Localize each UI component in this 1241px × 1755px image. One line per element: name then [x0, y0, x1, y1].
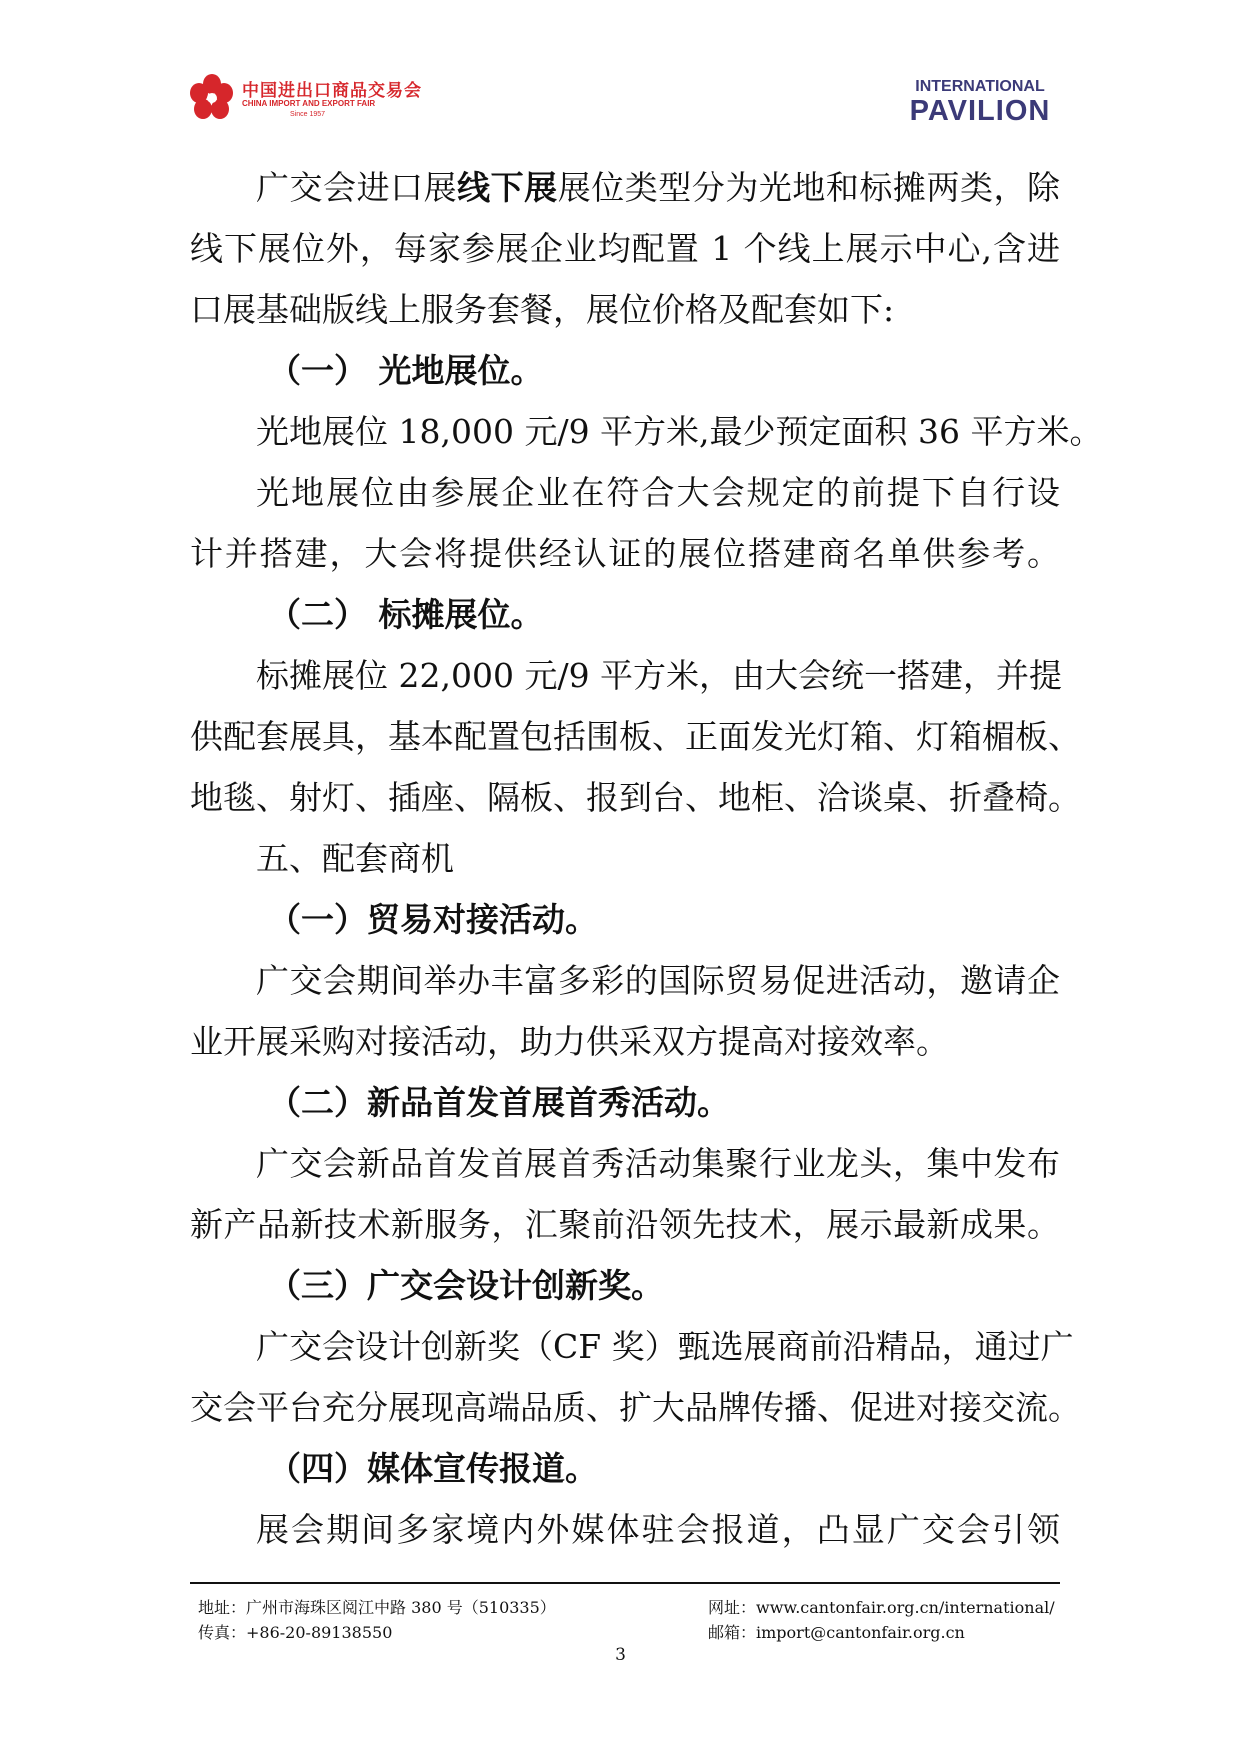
text-run: 广交会设计创新奖（CF 奖）甄选展商前沿精品，通过广 — [256, 1327, 1074, 1366]
logo-en-text: CHINA IMPORT AND EXPORT FAIR — [242, 99, 376, 108]
body-text-line — [190, 532, 1060, 593]
text-run: 光地展位由参展企业在符合大会规定的前提下自行设 — [256, 473, 1060, 512]
text-run: 广交会进口展 — [256, 168, 458, 207]
text-run: 地毯、射灯、插座、隔板、报到台、地柜、洽谈桌、折叠椅。 — [190, 778, 1081, 817]
text-run: 线下展位外，每家参展企业均配置 1 个线上展示中心,含进 — [190, 229, 1060, 268]
body-text-line — [190, 1203, 1060, 1264]
canton-fair-logo — [190, 72, 422, 124]
logo-line2: PAVILION — [909, 95, 1051, 127]
text-run: （二） 标摊展位。 — [268, 595, 544, 634]
body-text-line — [190, 776, 1081, 837]
bauhinia-flower-icon — [190, 74, 234, 120]
body-text-line — [190, 1142, 1060, 1203]
body-text-line — [190, 227, 1060, 288]
section-heading — [190, 1447, 1060, 1508]
body-text-line — [190, 288, 1060, 349]
text-run: 光地展位 18,000 元/9 平方米,最少预定面积 36 平方米。 — [256, 412, 1103, 451]
footer-address: 地址：广州市海珠区阅江中路 380 号（510335） — [198, 1598, 556, 1617]
text-run: 标摊展位 22,000 元/9 平方米，由大会统一搭建，并提 — [256, 656, 1063, 695]
body-text-line — [190, 654, 1063, 715]
logo-cn-text: 中国进出口商品交易会 — [242, 81, 422, 101]
text-run: 展位类型分为光地和标摊两类，除 — [557, 168, 1061, 207]
text-run: 五、配套商机 — [256, 839, 454, 878]
text-run: 计并搭建，大会将提供经认证的展位搭建商名单供参考。 — [190, 534, 1060, 573]
text-run: （一） 光地展位。 — [268, 351, 544, 390]
body-text-line — [190, 959, 1060, 1020]
section-heading — [190, 593, 1060, 654]
section-heading — [190, 898, 1060, 959]
footer-website: 网址：www.cantonfair.org.cn/international/ — [708, 1598, 1055, 1617]
text-run: 广交会期间举办丰富多彩的国际贸易促进活动，邀请企 — [256, 961, 1060, 1000]
text-run: （二）新品首发首展首秀活动。 — [268, 1083, 730, 1122]
body-text-line — [190, 715, 1081, 776]
section-heading — [190, 1081, 1060, 1142]
footer-divider — [190, 1582, 1060, 1584]
text-run: （一）贸易对接活动。 — [268, 900, 598, 939]
text-run: （三）广交会设计创新奖。 — [268, 1266, 664, 1305]
text-run: 新产品新技术新服务，汇聚前沿领先技术，展示最新成果。 — [190, 1205, 1060, 1244]
footer-email: 邮箱：import@cantonfair.org.cn — [708, 1623, 965, 1642]
text-run: 展会期间多家境内外媒体驻会报道，凸显广交会引领 — [256, 1510, 1060, 1549]
body-text-line — [190, 166, 1060, 227]
body-text-line — [190, 1325, 1074, 1386]
international-pavilion-logo — [900, 78, 1060, 126]
body-text-line — [190, 471, 1060, 532]
body-text-line — [190, 1386, 1081, 1447]
footer-fax: 传真：+86-20-89138550 — [198, 1623, 393, 1642]
section-heading — [190, 1264, 1060, 1325]
text-run: 交会平台充分展现高端品质、扩大品牌传播、促进对接交流。 — [190, 1388, 1081, 1427]
text-run: 广交会新品首发首展首秀活动集聚行业龙头，集中发布 — [256, 1144, 1060, 1183]
bold-text: 线下展 — [457, 168, 558, 207]
text-run: 业开展采购对接活动，助力供采双方提高对接效率。 — [190, 1022, 949, 1061]
logo-line1: INTERNATIONAL — [915, 78, 1045, 95]
body-text-line — [190, 837, 1060, 898]
text-run: 供配套展具，基本配置包括围板、正面发光灯箱、灯箱楣板、 — [190, 717, 1081, 756]
body-text-line — [190, 1508, 1060, 1569]
document-body — [190, 166, 1103, 1569]
body-text-line — [190, 410, 1103, 471]
text-run: 口展基础版线上服务套餐，展位价格及配套如下: — [190, 290, 895, 329]
text-run: （四）媒体宣传报道。 — [268, 1449, 598, 1488]
section-heading — [190, 349, 1060, 410]
body-text-line — [190, 1020, 1060, 1081]
logo-since-text: Since 1957 — [290, 111, 326, 118]
page-number: 3 — [615, 1645, 626, 1665]
